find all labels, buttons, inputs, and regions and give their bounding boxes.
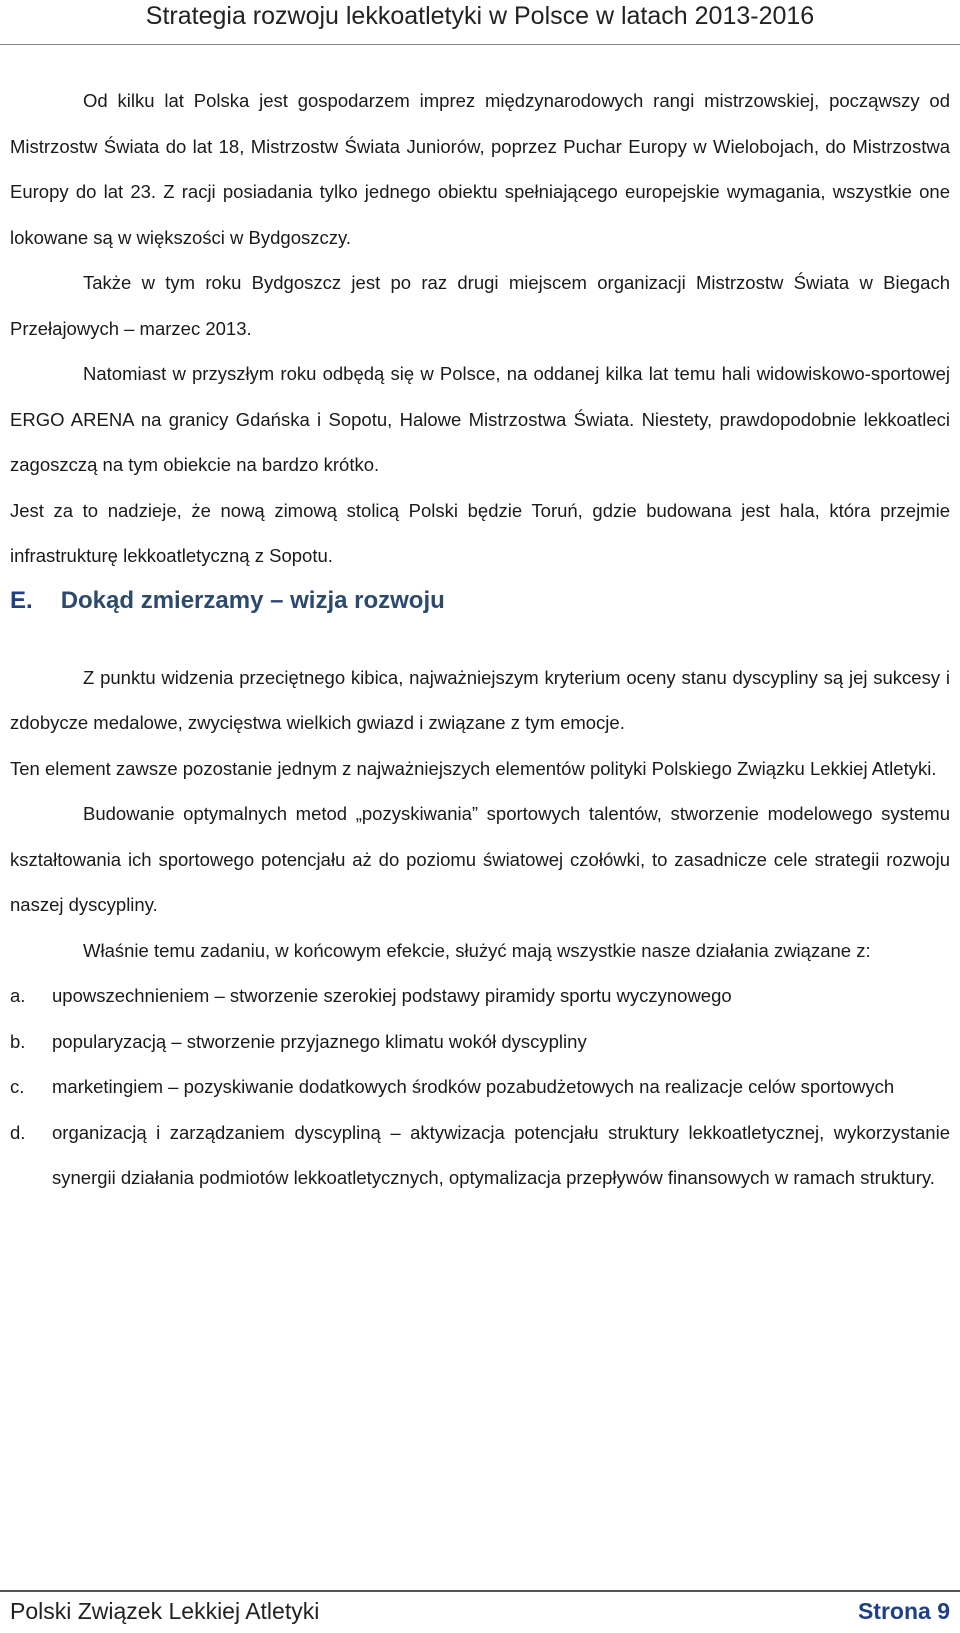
section-title: Dokąd zmierzamy – wizja rozwoju	[60, 586, 445, 614]
list-marker: d.	[10, 1121, 26, 1143]
paragraph-torun: Jest za to nadzieje, że nową zimową stolicą Polski będzie Toruń, gdzie budowana jest hala, która przejmie infrastrukturę lekkoatletyczną z Sopotu.	[10, 499, 950, 566]
page-number: Strona 9	[857, 1598, 950, 1624]
list-item	[10, 973, 950, 1019]
paragraph-cross-country: Także w tym roku Bydgoszcz jest po raz drugi miejscem organizacji Mistrzostw Świata w Biegach Przełajowych – marzec 2013.	[10, 272, 950, 339]
list-item	[10, 1064, 950, 1110]
document-body	[10, 78, 950, 1201]
list-item-text: popularyzacją – stworzenie przyjaznego klimatu wokół dyscypliny	[52, 1030, 587, 1052]
footer-organization: Polski Związek Lekkiej Atletyki	[10, 1598, 320, 1624]
list-item	[10, 1019, 950, 1065]
list-item-text: organizacją i zarządzaniem dyscypliną – aktywizacja potencjału struktury lekkoatletycznej, wykorzystanie synergii działania podmiotów lekkoatletycznych, optymalizacja przepływów finansowych w ramach struktury.	[52, 1121, 950, 1188]
list-marker: c.	[10, 1076, 25, 1097]
paragraph-actions-intro: Właśnie temu zadaniu, w końcowym efekcie, służyć mają wszystkie nasze działania związane z:	[83, 939, 871, 961]
list-item	[10, 1110, 950, 1201]
paragraph-ergo-arena: Natomiast w przyszłym roku odbędą się w Polsce, na oddanej kilka lat temu hali widowiskowo-sportowej ERGO ARENA na granicy Gdańska i Sopotu, Halowe Mistrzostwa Świata. Niestety, prawdopodobnie lekkoatleci zagoszczą na tym obiekcie na bardzo krótko.	[10, 363, 950, 475]
paragraph-fan-view: Z punktu widzenia przeciętnego kibica, najważniejszym kryterium oceny stanu dyscypliny są jej sukcesy i zdobycze medalowe, zwycięstwa wielkich gwiazd i związane z tym emocje.	[10, 666, 950, 733]
list-item-text: upowszechnieniem – stworzenie szerokiej podstawy piramidy sportu wyczynowego	[52, 985, 732, 1006]
actions-list	[10, 973, 950, 1201]
paragraph-policy: Ten element zawsze pozostanie jednym z najważniejszych elementów polityki Polskiego Związku Lekkiej Atletyki.	[10, 757, 937, 779]
section-heading	[10, 583, 950, 619]
document-title: Strategia rozwoju lekkoatletyki w Polsce w latach 2013-2016	[145, 2, 815, 30]
paragraph-talents: Budowanie optymalnych metod „pozyskiwania” sportowych talentów, stworzenie modelowego systemu kształtowania ich sportowego potencjału aż do poziomu światowej czołówki, to zasadnicze cele strategii rozwoju naszej dyscypliny.	[10, 803, 950, 915]
list-marker: a.	[10, 985, 26, 1006]
list-marker: b.	[10, 1030, 26, 1052]
page-header	[0, 0, 960, 45]
paragraph-events: Od kilku lat Polska jest gospodarzem imprez międzynarodowych rangi mistrzowskiej, począwszy od Mistrzostw Świata do lat 18, Mistrzostw Świata Juniorów, poprzez Puchar Europy w Wielobojach, do Mistrzostwa Europy do lat 23. Z racji posiadania tylko jednego obiektu spełniającego europejskie wymagania, wszystkie one lokowane są w większości w Bydgoszczy.	[10, 90, 950, 248]
section-letter: E.	[10, 586, 33, 614]
list-item-text: marketingiem – pozyskiwanie dodatkowych środków pozabudżetowych na realizacje celów sportowych	[52, 1076, 895, 1097]
page-footer	[0, 1590, 960, 1633]
